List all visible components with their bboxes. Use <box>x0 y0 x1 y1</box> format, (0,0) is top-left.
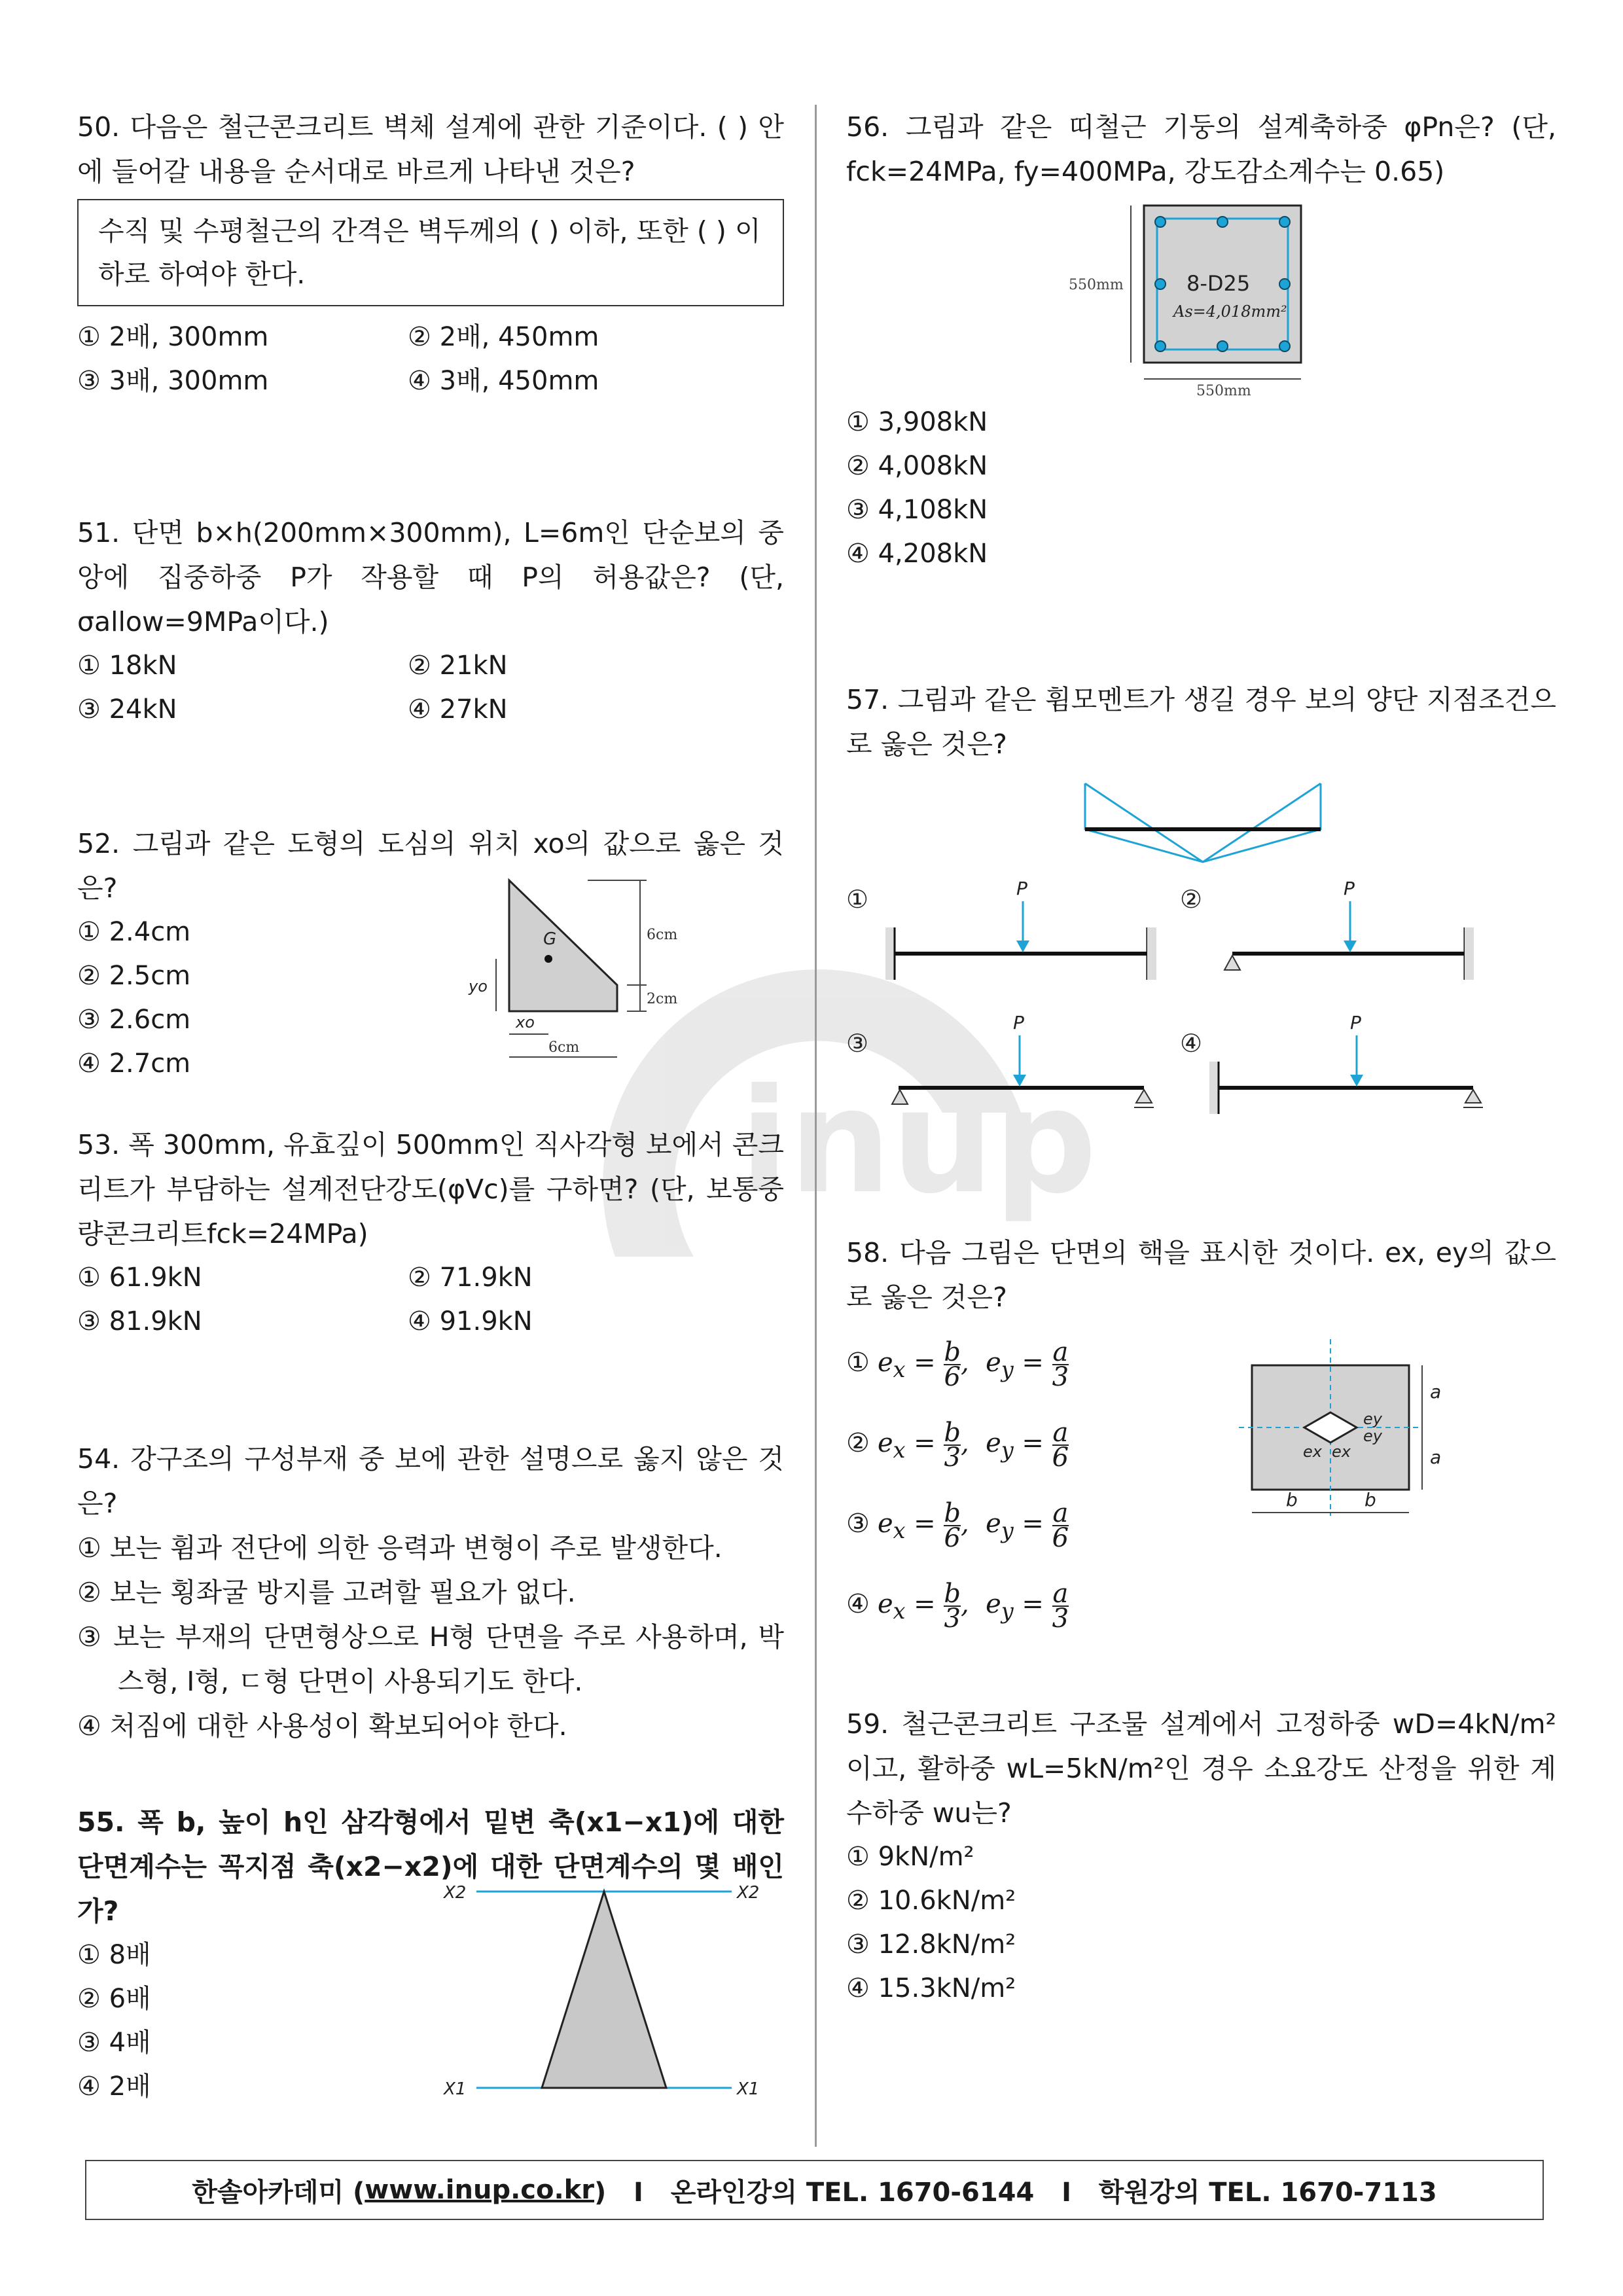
question-58-stem: 58. 다음 그림은 단면의 핵을 표시한 것이다. ex, ey의 값으로 옳은 것은? <box>846 1237 1556 1313</box>
footer-contact: ) I 온라인강의 TEL. 1670-6144 I 학원강의 TEL. 1670-7113 <box>594 2177 1437 2208</box>
dim-6cm-vertical: 6cm <box>647 927 678 943</box>
q55-option-2[interactable]: ② 6배 <box>77 1984 151 2014</box>
q56-column-section-figure <box>1069 199 1330 399</box>
question-56 <box>846 105 1556 576</box>
x2-right-label: X2 <box>737 1883 760 1903</box>
watermark-text: inup <box>740 1058 1097 1225</box>
ey-label-1: ey <box>1363 1410 1382 1428</box>
question-59-stem: 59. 철근콘크리트 구조물 설계에서 고정하중 wD=4kN/m²이고, 활하중 wL=5kN/m²인 경우 소요강도 산정을 위한 계수하중 wu는? <box>846 1708 1556 1829</box>
rebar-label: 8-D25 <box>1186 271 1251 296</box>
q52-trapezoid-figure <box>450 861 791 1070</box>
footer-website-link[interactable]: www.inup.co.kr <box>365 2175 594 2205</box>
q52-option-1[interactable]: ① 2.4cm <box>77 917 191 947</box>
q51-option-3[interactable]: ③ 24kN <box>77 694 177 725</box>
question-57-stem: 57. 그림과 같은 휨모멘트가 생길 경우 보의 양단 지점조건으로 옳은 것은? <box>846 684 1556 760</box>
b-label-right: b <box>1364 1489 1376 1511</box>
question-50-stem: 50. 다음은 철근콘크리트 벽체 설계에 관한 기준이다. ( ) 안에 들어갈 내용을 순서대로 바르게 나타낸 것은? <box>77 111 784 187</box>
q50-option-4[interactable]: ④ 3배, 450mm <box>408 366 599 396</box>
question-59 <box>846 1702 1556 2011</box>
q50-option-3[interactable]: ③ 3배, 300mm <box>77 366 269 396</box>
question-53-stem: 53. 폭 300mm, 유효깊이 500mm인 직사각형 보에서 콘크리트가 부담하는 설계전단강도(φVc)를 구하면? (단, 보통중량콘크리트fck=24MPa) <box>77 1129 784 1249</box>
ex-label-2: ex <box>1332 1443 1351 1461</box>
q52-option-2[interactable]: ② 2.5cm <box>77 961 191 991</box>
q55-option-1[interactable]: ① 8배 <box>77 1940 151 1970</box>
ey-label-2: ey <box>1363 1427 1382 1445</box>
question-53 <box>77 1122 784 1344</box>
centroid-label: G <box>543 929 557 949</box>
q53-option-2[interactable]: ② 71.9kN <box>408 1263 533 1293</box>
question-54 <box>77 1437 784 1748</box>
dim-6cm-horizontal: 6cm <box>548 1039 580 1056</box>
rebar-area-label: As=4,018mm² <box>1173 302 1287 321</box>
x2-left-label: X2 <box>444 1883 467 1903</box>
q53-option-1[interactable]: ① 61.9kN <box>77 1263 202 1293</box>
q51-option-1[interactable]: ① 18kN <box>77 651 177 681</box>
a-label-bottom: a <box>1430 1446 1442 1468</box>
q57-load-1: P <box>1016 878 1027 899</box>
q58-option-3[interactable]: ③ $e_x$ = $\frac{b}{6}$ , $e_y$ = $\frac{a}{6}$ <box>846 1498 1069 1553</box>
q56-option-2[interactable]: ② 4,008kN <box>846 451 988 481</box>
x1-right-label: X1 <box>737 2079 760 2099</box>
b-label-left: b <box>1286 1489 1298 1511</box>
q54-option-3[interactable]: ③ 보는 부재의 단면형상으로 H형 단면을 주로 사용하며, 박스형, I형, ㄷ형 단면이 사용되기도 한다. <box>77 1621 784 1697</box>
question-58 <box>846 1230 1556 1634</box>
question-52-stem: 52. 그림과 같은 도형의 도심의 위치 xo의 값으로 옳은 것은? <box>77 828 784 904</box>
q58-option-4[interactable]: ④ $e_x$ = $\frac{b}{3}$ , $e_y$ = $\frac{a}{3}$ <box>846 1579 1069 1634</box>
q57-option-2-mark[interactable]: ② <box>1180 885 1203 914</box>
q57-support-options <box>846 875 1556 1157</box>
q57-option-3-mark[interactable]: ③ <box>846 1029 869 1058</box>
x1-left-label: X1 <box>444 2079 467 2099</box>
question-51-stem: 51. 단면 b×h(200mm×300mm), L=6m인 단순보의 중앙에 집중하중 P가 작용할 때 P의 허용값은? (단, σallow=9MPa이다.) <box>77 517 784 637</box>
question-51 <box>77 511 784 732</box>
dim-vertical-label: 550mm <box>1069 277 1124 293</box>
question-50 <box>77 105 784 403</box>
question-56-stem: 56. 그림과 같은 띠철근 기둥의 설계축하중 φPn은? (단, fck=24MPa, fy=400MPa, 강도감소계수는 0.65) <box>846 111 1556 187</box>
q51-option-4[interactable]: ④ 27kN <box>408 694 508 725</box>
q57-option-1-mark[interactable]: ① <box>846 885 869 914</box>
q56-option-1[interactable]: ① 3,908kN <box>846 407 988 437</box>
q58-option-2[interactable]: ② $e_x$ = $\frac{b}{3}$ , $e_y$ = $\frac{a}{6}$ <box>846 1418 1069 1473</box>
q57-option-4-mark[interactable]: ④ <box>1180 1029 1203 1058</box>
q53-option-3[interactable]: ③ 81.9kN <box>77 1306 202 1336</box>
q55-option-3[interactable]: ③ 4배 <box>77 2028 151 2058</box>
question-50-box: 수직 및 수평철근의 간격은 벽두께의 ( ) 이하, 또한 ( ) 이하로 하여야 한다. <box>77 199 784 306</box>
q59-option-3[interactable]: ③ 12.8kN/m² <box>846 1929 1016 1960</box>
ex-label-1: ex <box>1303 1443 1322 1461</box>
q55-triangle-figure <box>444 1885 784 2101</box>
q53-option-4[interactable]: ④ 91.9kN <box>408 1306 533 1336</box>
question-57 <box>846 677 1556 1157</box>
q57-load-2: P <box>1344 878 1355 899</box>
question-55-stem: 55. 폭 b, 높이 h인 삼각형에서 밑변 축(x1−x1)에 대한 단면계수는 꼭지점 축(x2−x2)에 대한 단면계수의 몇 배인가? <box>77 1806 784 1927</box>
q59-option-4[interactable]: ④ 15.3kN/m² <box>846 1973 1016 2003</box>
q58-kern-figure <box>1226 1326 1553 1562</box>
q52-option-4[interactable]: ④ 2.7cm <box>77 1049 191 1079</box>
q59-option-1[interactable]: ① 9kN/m² <box>846 1842 974 1872</box>
q51-option-2[interactable]: ② 21kN <box>408 651 508 681</box>
dim-2cm: 2cm <box>647 991 678 1007</box>
column-divider <box>815 105 817 2147</box>
footer-academy: 한솔아카데미 ( <box>192 2177 365 2208</box>
q58-option-1[interactable]: ① $e_x$ = $\frac{b}{6}$ , $e_y$ = $\frac{a}{3}$ <box>846 1337 1069 1392</box>
q57-load-4: P <box>1350 1012 1361 1033</box>
yo-label: yo <box>469 977 488 996</box>
q52-option-3[interactable]: ③ 2.6cm <box>77 1005 191 1035</box>
question-54-stem: 54. 강구조의 구성부재 중 보에 관한 설명으로 옳지 않은 것은? <box>77 1443 784 1519</box>
q54-option-1[interactable]: ① 보는 휨과 전단에 의한 응력과 변형이 주로 발생한다. <box>77 1532 722 1564</box>
q55-option-4[interactable]: ④ 2배 <box>77 2072 151 2102</box>
q57-load-3: P <box>1013 1012 1024 1033</box>
footer-banner <box>85 2160 1544 2220</box>
centroid-dot <box>544 955 552 963</box>
q54-option-2[interactable]: ② 보는 횡좌굴 방지를 고려할 필요가 없다. <box>77 1577 576 1608</box>
xo-label: xo <box>516 1013 535 1031</box>
q57-moment-diagram <box>1079 777 1327 869</box>
question-55 <box>77 1800 784 2109</box>
q56-option-3[interactable]: ③ 4,108kN <box>846 495 988 525</box>
a-label-top: a <box>1430 1381 1442 1403</box>
q54-option-4[interactable]: ④ 처짐에 대한 사용성이 확보되어야 한다. <box>77 1710 567 1742</box>
q50-option-1[interactable]: ① 2배, 300mm <box>77 322 269 352</box>
q56-option-4[interactable]: ④ 4,208kN <box>846 539 988 569</box>
dim-horizontal-label: 550mm <box>1196 383 1251 399</box>
q58-options <box>846 1326 1069 1648</box>
q59-option-2[interactable]: ② 10.6kN/m² <box>846 1886 1016 1916</box>
question-52 <box>77 821 784 1086</box>
q50-option-2[interactable]: ② 2배, 450mm <box>408 322 599 352</box>
